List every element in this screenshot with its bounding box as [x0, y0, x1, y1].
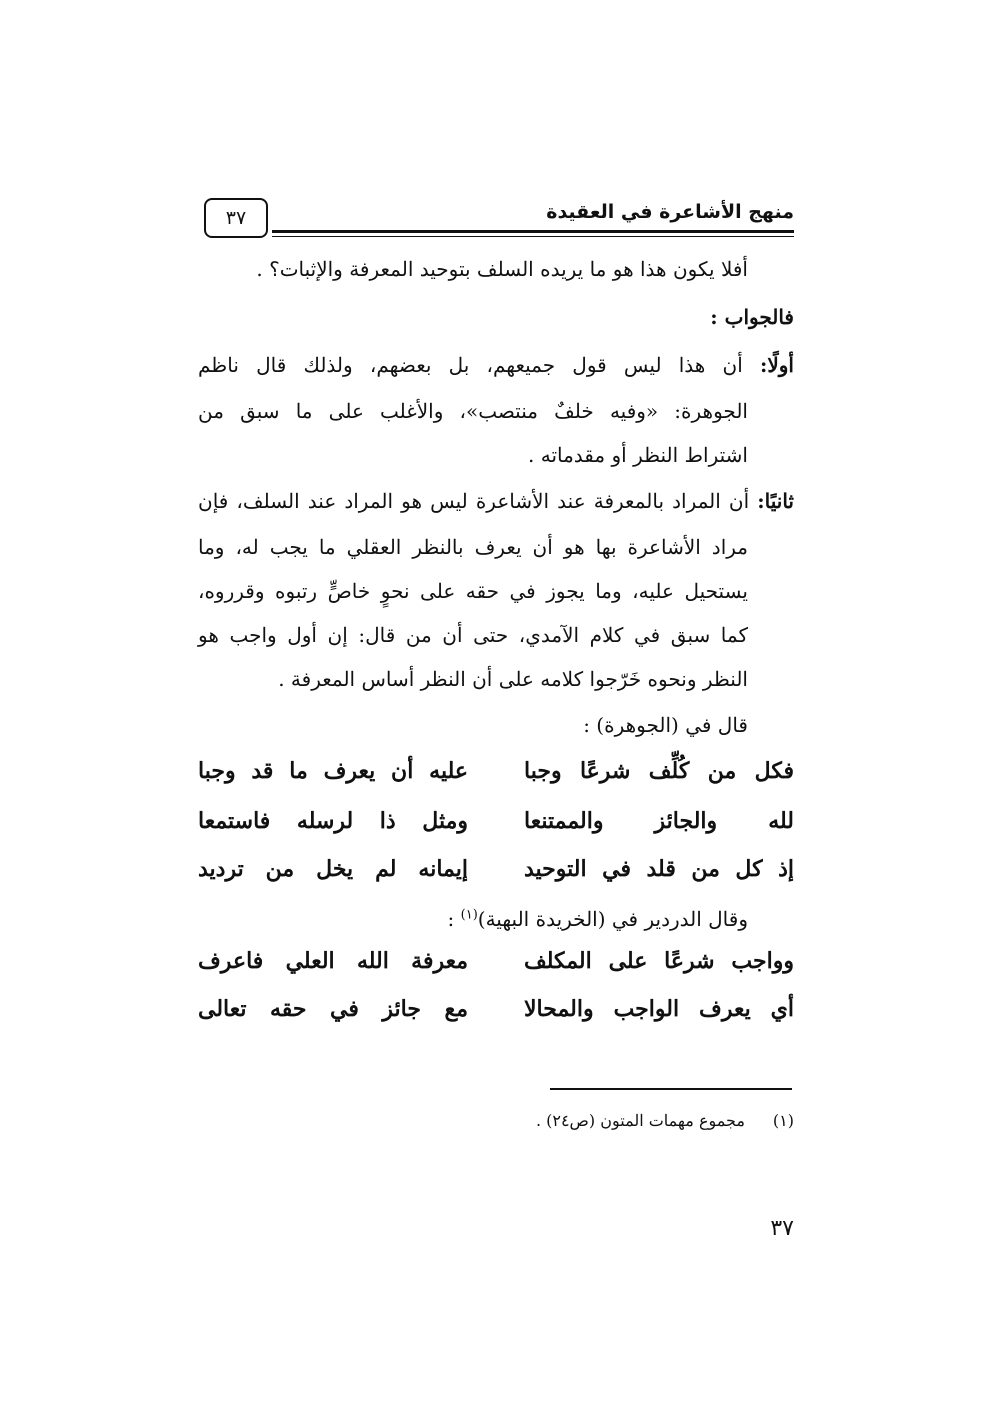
verse-second-hemistich: عليه أن يعرف ما قد وجبا	[198, 758, 468, 784]
poem-verse	[198, 804, 794, 838]
quote-intro	[448, 904, 748, 934]
first-point-line	[198, 350, 794, 380]
verse-first-hemistich: لله والجائز والممتنعا	[524, 808, 794, 834]
second-point-line	[198, 486, 794, 516]
second-point-line: كما سبق في كلام الآمدي، حتى أن من قال: إن أول واجب هو	[198, 623, 748, 647]
footnote-separator	[550, 1088, 792, 1090]
poem-verse	[198, 852, 794, 886]
verse-first-hemistich: فكل من كُلِّف شرعًا وجبا	[524, 758, 794, 784]
paragraph-line: أفلا يكون هذا هو ما يريده السلف بتوحيد المعرفة والإثبات؟ .	[256, 257, 748, 281]
quote-intro-text: وقال الدردير في (الخريدة البهية)	[477, 907, 748, 931]
quote-intro-colon: :	[447, 907, 461, 931]
footnote-number: (١)	[772, 1111, 794, 1130]
second-point-line: مراد الأشاعرة بها هو أن يعرف بالنظر العقلي ما يجب له، وما	[198, 535, 748, 559]
second-point-line: يستحيل عليه، وما يجوز في حقه على نحوٍ خاصٍّ رتبوه وقرروه،	[198, 579, 748, 603]
verse-first-hemistich: إذ كل من قلد في التوحيد	[524, 856, 794, 882]
poem-verse	[198, 754, 794, 788]
first-point-line: الجوهرة: «وفيه خلفٌ منتصب»، والأغلب على ما سبق من	[198, 399, 748, 423]
header-page-number-box: ٣٧	[204, 198, 268, 238]
second-point-line: النظر ونحوه خَرّجوا كلامه على أن النظر أساس المعرفة .	[278, 667, 748, 691]
verse-first-hemistich: وواجب شرعًا على المكلف	[524, 948, 794, 974]
footnote-text: مجموع مهمات المتون (ص٢٤) .	[535, 1111, 745, 1130]
quote-intro: قال في (الجوهرة) :	[583, 713, 748, 737]
running-header-title: منهج الأشاعرة في العقيدة	[546, 201, 794, 223]
header-rule-thick	[272, 230, 794, 233]
page-number: ٣٧	[770, 1216, 794, 1241]
verse-second-hemistich: مع جائز في حقه تعالى	[198, 996, 468, 1022]
header-rule-thin	[272, 236, 794, 237]
verse-second-hemistich: إيمانه لم يخل من ترديد	[198, 856, 468, 882]
footnote-ref: (١)	[460, 907, 478, 923]
answer-heading: فالجواب :	[710, 305, 794, 329]
verse-second-hemistich: معرفة الله العلي فاعرف	[198, 948, 468, 974]
verse-first-hemistich: أي يعرف الواجب والمحالا	[524, 996, 794, 1022]
first-point-label: أولًا:	[759, 353, 794, 377]
poem-verse	[198, 992, 794, 1026]
second-point-text: أن المراد بالمعرفة عند الأشاعرة ليس هو المراد عند السلف، فإن	[198, 489, 758, 513]
first-point-text: أن هذا ليس قول جميعهم، بل بعضهم، ولذلك قال ناظم	[198, 353, 760, 377]
poem-verse	[198, 944, 794, 978]
second-point-label: ثانيًا:	[757, 489, 794, 513]
footnote	[536, 1108, 794, 1134]
verse-second-hemistich: ومثل ذا لرسله فاستمعا	[198, 808, 468, 834]
first-point-line: اشتراط النظر أو مقدماته .	[528, 443, 748, 467]
